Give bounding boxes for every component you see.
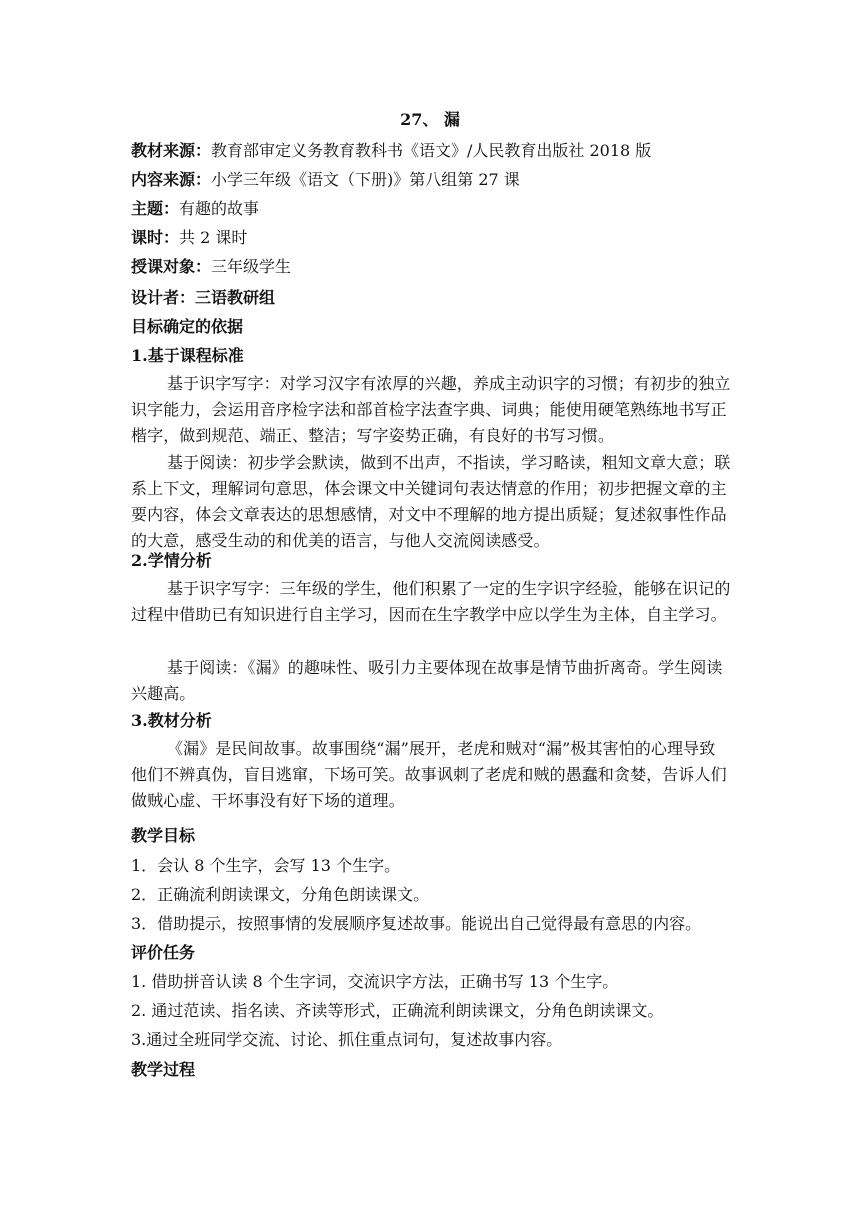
meta-value: 有趣的故事 <box>179 199 260 218</box>
meta-value: 小学三年级《语文（下册)》第八组第 27 课 <box>211 170 520 189</box>
meta-row-theme <box>131 199 259 219</box>
section-heading-basis: 目标确定的依据 <box>131 317 244 336</box>
evaluation-item: 2. 通过范读、指名读、齐读等形式，正确流利朗读课文，分角色朗读课文。 <box>131 1001 664 1020</box>
meta-value: 三年级学生 <box>211 257 292 276</box>
subheading-student-analysis: 2.学情分析 <box>131 551 212 570</box>
designer-line: 设计者：三语教研组 <box>131 288 276 307</box>
evaluation-item: 3.通过全班同学交流、讨论、抓住重点词句，复述故事内容。 <box>131 1030 563 1049</box>
meta-label: 授课对象： <box>131 257 212 276</box>
section-heading-goals: 教学目标 <box>131 826 196 845</box>
paragraph-literacy-standard: 基于识字写字：对学习汉字有浓厚的兴趣，养成主动识字的习惯；有初步的独立识字能力，会运用音序检字法和部首检字法查字典、词典；能使用硬笔熟练地书写正楷字，做到规范、端正、整洁；写字姿势正确，有良好的书写习惯。 <box>131 374 731 445</box>
meta-value: 教育部审定义务教育教科书《语文》/人民教育出版社 2018 版 <box>211 141 652 160</box>
meta-row-content-source <box>131 170 520 190</box>
subheading-curriculum-standard: 1.基于课程标准 <box>131 346 244 365</box>
goal-item: 2．正确流利朗读课文，分角色朗读课文。 <box>131 885 430 904</box>
meta-label: 内容来源： <box>131 170 212 189</box>
meta-row-audience <box>131 257 291 277</box>
meta-label: 课时： <box>131 228 180 247</box>
goal-item: 3．借助提示，按照事情的发展顺序复述故事。能说出自己觉得最有意思的内容。 <box>131 914 702 933</box>
meta-value: 共 2 课时 <box>179 228 248 247</box>
paragraph-student-reading: 基于阅读：《漏》的趣味性、吸引力主要体现在故事是情节曲折离奇。学生阅读兴趣高。 <box>131 658 723 703</box>
paragraph-student-literacy: 基于识字写字：三年级的学生，他们积累了一定的生字识字经验，能够在识记的过程中借助已有知识进行自主学习，因而在生字教学中应以学生为主体，自主学习。 <box>131 579 731 624</box>
lesson-title: 27、 漏 <box>400 110 460 129</box>
meta-label: 主题： <box>131 199 180 218</box>
paragraph-textbook-analysis: 《漏》是民间故事。故事围绕“漏”展开，老虎和贼对“漏”极其害怕的心理导致他们不辨真伪，盲目逃窜，下场可笑。故事讽刺了老虎和贼的愚蠢和贪婪，告诉人们做贼心虚、干坏事没有好下场的道理。 <box>131 739 727 810</box>
section-heading-process: 教学过程 <box>131 1060 196 1079</box>
goal-item: 1．会认 8 个生字，会写 13 个生字。 <box>131 856 401 875</box>
subheading-textbook-analysis: 3.教材分析 <box>131 711 212 730</box>
paragraph-reading-standard: 基于阅读：初步学会默读，做到不出声，不指读，学习略读，粗知文章大意；联系上下文，理解词句意思，体会课文中关键词句表达情意的作用；初步把握文章的主要内容，体会文章表达的思想感情，对文中不理解的地方提出质疑；复述叙事性作品的大意，感受生动的和优美的语言，与他人交流阅读感受。 <box>131 453 731 550</box>
meta-row-periods <box>131 228 247 248</box>
meta-label: 教材来源： <box>131 141 212 160</box>
evaluation-item: 1. 借助拼音认读 8 个生字词，交流识字方法，正确书写 13 个生字。 <box>131 972 619 991</box>
meta-row-textbook-source <box>131 141 651 161</box>
section-heading-evaluation: 评价任务 <box>131 943 196 962</box>
